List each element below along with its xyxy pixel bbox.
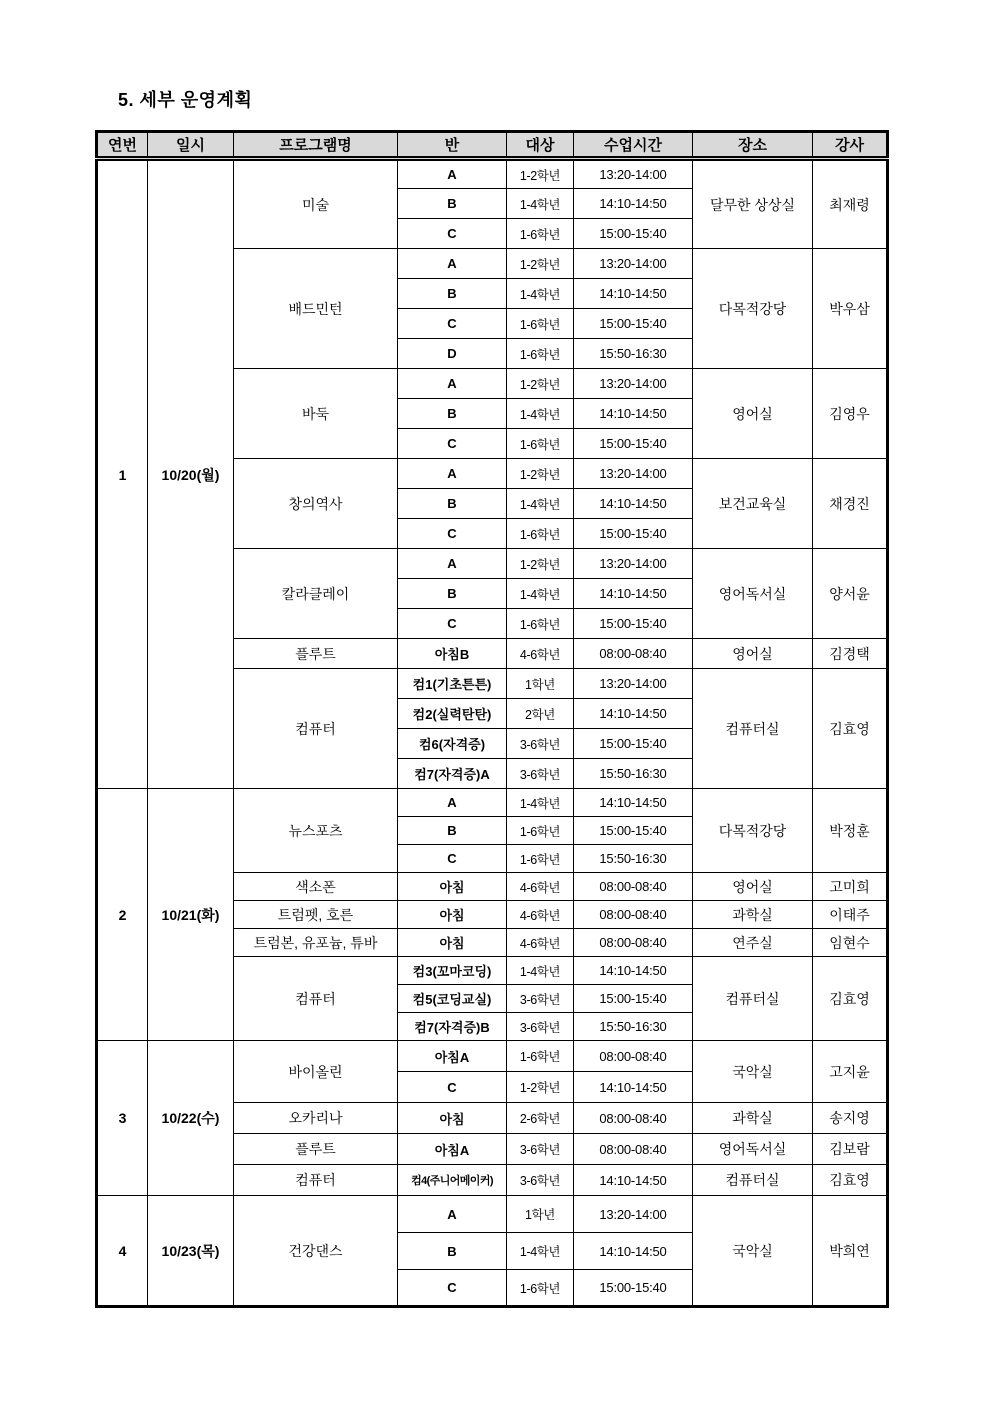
cell-class: B [398, 189, 507, 219]
cell-class: A [398, 249, 507, 279]
cell-target: 1-6학년 [507, 519, 574, 549]
cell-class: 아침 [398, 1103, 507, 1134]
cell-teacher: 임현수 [813, 929, 888, 957]
cell-class: 컴5(코딩교실) [398, 985, 507, 1013]
cell-time: 08:00-08:40 [574, 929, 693, 957]
cell-time: 15:00-15:40 [574, 309, 693, 339]
cell-class: 컴7(자격증)A [398, 759, 507, 789]
cell-target: 1-4학년 [507, 579, 574, 609]
column-header-0: 연번 [97, 132, 148, 159]
cell-target: 1-2학년 [507, 1072, 574, 1103]
cell-target: 1-6학년 [507, 339, 574, 369]
cell-class: C [398, 309, 507, 339]
column-header-4: 대상 [507, 132, 574, 159]
cell-time: 14:10-14:50 [574, 399, 693, 429]
cell-time: 14:10-14:50 [574, 789, 693, 817]
cell-place: 영어실 [693, 369, 813, 459]
cell-target: 1-6학년 [507, 817, 574, 845]
table-row [97, 1196, 888, 1233]
cell-time: 08:00-08:40 [574, 873, 693, 901]
cell-class: B [398, 579, 507, 609]
cell-teacher: 김효영 [813, 957, 888, 1041]
cell-target: 1-2학년 [507, 369, 574, 399]
cell-target: 1-6학년 [507, 1041, 574, 1072]
cell-place: 다목적강당 [693, 789, 813, 873]
cell-place: 영어실 [693, 639, 813, 669]
cell-teacher: 고미희 [813, 873, 888, 901]
cell-target: 1-2학년 [507, 159, 574, 189]
cell-class: C [398, 1072, 507, 1103]
cell-class: A [398, 549, 507, 579]
column-header-6: 장소 [693, 132, 813, 159]
cell-place: 국악실 [693, 1041, 813, 1103]
cell-time: 08:00-08:40 [574, 1041, 693, 1072]
cell-target: 1-4학년 [507, 399, 574, 429]
cell-time: 14:10-14:50 [574, 699, 693, 729]
cell-time: 15:00-15:40 [574, 729, 693, 759]
cell-time: 15:00-15:40 [574, 1270, 693, 1307]
cell-place: 컴퓨터실 [693, 669, 813, 789]
cell-time: 15:00-15:40 [574, 985, 693, 1013]
cell-teacher: 박우삼 [813, 249, 888, 369]
cell-program-name: 뉴스포츠 [234, 789, 398, 873]
cell-program-name: 오카리나 [234, 1103, 398, 1134]
cell-time: 15:50-16:30 [574, 1013, 693, 1041]
cell-place: 영어실 [693, 873, 813, 901]
cell-program-name: 배드민턴 [234, 249, 398, 369]
cell-class: 아침 [398, 929, 507, 957]
day-group [97, 1196, 888, 1307]
column-header-3: 반 [398, 132, 507, 159]
cell-place: 과학실 [693, 901, 813, 929]
cell-teacher: 김경택 [813, 639, 888, 669]
cell-time: 15:50-16:30 [574, 845, 693, 873]
cell-target: 2-6학년 [507, 1103, 574, 1134]
cell-program-name: 플루트 [234, 1134, 398, 1165]
cell-class: D [398, 339, 507, 369]
cell-target: 1-6학년 [507, 845, 574, 873]
cell-class: A [398, 159, 507, 189]
cell-place: 과학실 [693, 1103, 813, 1134]
column-header-2: 프로그램명 [234, 132, 398, 159]
cell-teacher: 김보람 [813, 1134, 888, 1165]
cell-class: 컴6(자격증) [398, 729, 507, 759]
cell-teacher: 박희연 [813, 1196, 888, 1307]
cell-target: 3-6학년 [507, 1134, 574, 1165]
column-header-1: 일시 [148, 132, 234, 159]
cell-teacher: 박정훈 [813, 789, 888, 873]
cell-class: C [398, 519, 507, 549]
cell-program-name: 트럼본, 유포늄, 튜바 [234, 929, 398, 957]
table-row [97, 789, 888, 817]
cell-time: 13:20-14:00 [574, 369, 693, 399]
cell-place: 연주실 [693, 929, 813, 957]
cell-time: 14:10-14:50 [574, 957, 693, 985]
cell-time: 15:00-15:40 [574, 609, 693, 639]
cell-target: 4-6학년 [507, 873, 574, 901]
cell-target: 4-6학년 [507, 929, 574, 957]
cell-class: A [398, 459, 507, 489]
cell-class: B [398, 489, 507, 519]
cell-target: 3-6학년 [507, 985, 574, 1013]
cell-day-date: 10/20(월) [148, 159, 234, 789]
cell-target: 1-6학년 [507, 429, 574, 459]
cell-teacher: 김효영 [813, 1165, 888, 1196]
cell-class: B [398, 399, 507, 429]
cell-class: 컴3(꼬마코딩) [398, 957, 507, 985]
cell-class: 아침B [398, 639, 507, 669]
cell-place: 보건교육실 [693, 459, 813, 549]
table-row [97, 1041, 888, 1072]
cell-class: C [398, 845, 507, 873]
cell-target: 1-6학년 [507, 609, 574, 639]
cell-day-number: 3 [97, 1041, 148, 1196]
schedule-table [95, 130, 889, 1308]
cell-class: 컴1(기초튼튼) [398, 669, 507, 699]
cell-teacher: 이태주 [813, 901, 888, 929]
cell-place: 영어독서실 [693, 1134, 813, 1165]
cell-time: 14:10-14:50 [574, 579, 693, 609]
cell-place: 다목적강당 [693, 249, 813, 369]
cell-target: 3-6학년 [507, 1013, 574, 1041]
cell-time: 08:00-08:40 [574, 639, 693, 669]
cell-target: 1-4학년 [507, 789, 574, 817]
cell-teacher: 양서윤 [813, 549, 888, 639]
cell-target: 3-6학년 [507, 1165, 574, 1196]
cell-time: 15:00-15:40 [574, 219, 693, 249]
header-row [97, 132, 888, 159]
cell-target: 1-2학년 [507, 459, 574, 489]
cell-class: A [398, 369, 507, 399]
cell-time: 14:10-14:50 [574, 1072, 693, 1103]
table-header [97, 132, 888, 159]
cell-time: 08:00-08:40 [574, 901, 693, 929]
cell-day-number: 1 [97, 159, 148, 789]
cell-target: 1-6학년 [507, 219, 574, 249]
day-group [97, 1041, 888, 1196]
cell-program-name: 플루트 [234, 639, 398, 669]
cell-time: 14:10-14:50 [574, 189, 693, 219]
cell-class: 컴7(자격증)B [398, 1013, 507, 1041]
cell-target: 1-6학년 [507, 309, 574, 339]
column-header-7: 강사 [813, 132, 888, 159]
day-group [97, 789, 888, 1041]
cell-time: 13:20-14:00 [574, 549, 693, 579]
cell-class: C [398, 219, 507, 249]
cell-time: 08:00-08:40 [574, 1103, 693, 1134]
cell-program-name: 컴퓨터 [234, 669, 398, 789]
cell-time: 15:50-16:30 [574, 759, 693, 789]
cell-time: 14:10-14:50 [574, 279, 693, 309]
cell-place: 컴퓨터실 [693, 1165, 813, 1196]
cell-day-number: 2 [97, 789, 148, 1041]
cell-class: A [398, 789, 507, 817]
cell-target: 4-6학년 [507, 639, 574, 669]
cell-class: A [398, 1196, 507, 1233]
cell-program-name: 트럼펫, 호른 [234, 901, 398, 929]
cell-teacher: 최재령 [813, 159, 888, 249]
cell-target: 1-4학년 [507, 489, 574, 519]
cell-program-name: 색소폰 [234, 873, 398, 901]
cell-time: 13:20-14:00 [574, 159, 693, 189]
cell-target: 1학년 [507, 669, 574, 699]
cell-target: 1-4학년 [507, 279, 574, 309]
cell-time: 14:10-14:50 [574, 1165, 693, 1196]
cell-target: 1-6학년 [507, 1270, 574, 1307]
cell-place: 달무한 상상실 [693, 159, 813, 249]
cell-time: 15:00-15:40 [574, 817, 693, 845]
cell-target: 1학년 [507, 1196, 574, 1233]
cell-target: 3-6학년 [507, 729, 574, 759]
cell-time: 14:10-14:50 [574, 489, 693, 519]
cell-time: 08:00-08:40 [574, 1134, 693, 1165]
cell-target: 1-4학년 [507, 957, 574, 985]
cell-place: 국악실 [693, 1196, 813, 1307]
cell-class: 컴2(실력탄탄) [398, 699, 507, 729]
cell-class: C [398, 609, 507, 639]
cell-teacher: 김효영 [813, 669, 888, 789]
cell-target: 3-6학년 [507, 759, 574, 789]
cell-day-date: 10/23(목) [148, 1196, 234, 1307]
table-row [97, 159, 888, 189]
cell-program-name: 바둑 [234, 369, 398, 459]
cell-time: 15:50-16:30 [574, 339, 693, 369]
cell-class: 아침 [398, 901, 507, 929]
cell-program-name: 컴퓨터 [234, 957, 398, 1041]
cell-class: 컴4(주니어메이커) [398, 1165, 507, 1196]
cell-place: 컴퓨터실 [693, 957, 813, 1041]
cell-teacher: 송지영 [813, 1103, 888, 1134]
cell-target: 1-2학년 [507, 249, 574, 279]
cell-program-name: 바이올린 [234, 1041, 398, 1103]
cell-time: 14:10-14:50 [574, 1233, 693, 1270]
day-group [97, 159, 888, 789]
cell-class: B [398, 817, 507, 845]
cell-day-date: 10/21(화) [148, 789, 234, 1041]
cell-class: C [398, 429, 507, 459]
cell-time: 13:20-14:00 [574, 669, 693, 699]
cell-program-name: 컴퓨터 [234, 1165, 398, 1196]
cell-class: 아침A [398, 1134, 507, 1165]
cell-time: 15:00-15:40 [574, 519, 693, 549]
cell-program-name: 건강댄스 [234, 1196, 398, 1307]
cell-target: 1-4학년 [507, 1233, 574, 1270]
cell-program-name: 칼라클레이 [234, 549, 398, 639]
cell-time: 13:20-14:00 [574, 249, 693, 279]
cell-class: 아침 [398, 873, 507, 901]
cell-teacher: 채경진 [813, 459, 888, 549]
cell-target: 1-2학년 [507, 549, 574, 579]
cell-day-date: 10/22(수) [148, 1041, 234, 1196]
column-header-5: 수업시간 [574, 132, 693, 159]
cell-class: C [398, 1270, 507, 1307]
cell-class: 아침A [398, 1041, 507, 1072]
cell-day-number: 4 [97, 1196, 148, 1307]
cell-program-name: 창의역사 [234, 459, 398, 549]
cell-class: B [398, 279, 507, 309]
cell-program-name: 미술 [234, 159, 398, 249]
cell-class: B [398, 1233, 507, 1270]
cell-target: 1-4학년 [507, 189, 574, 219]
cell-place: 영어독서실 [693, 549, 813, 639]
cell-time: 15:00-15:40 [574, 429, 693, 459]
page-title: 5. 세부 운영계획 [118, 90, 253, 110]
cell-target: 2학년 [507, 699, 574, 729]
cell-teacher: 고지윤 [813, 1041, 888, 1103]
cell-target: 4-6학년 [507, 901, 574, 929]
cell-time: 13:20-14:00 [574, 1196, 693, 1233]
cell-teacher: 김영우 [813, 369, 888, 459]
cell-time: 13:20-14:00 [574, 459, 693, 489]
